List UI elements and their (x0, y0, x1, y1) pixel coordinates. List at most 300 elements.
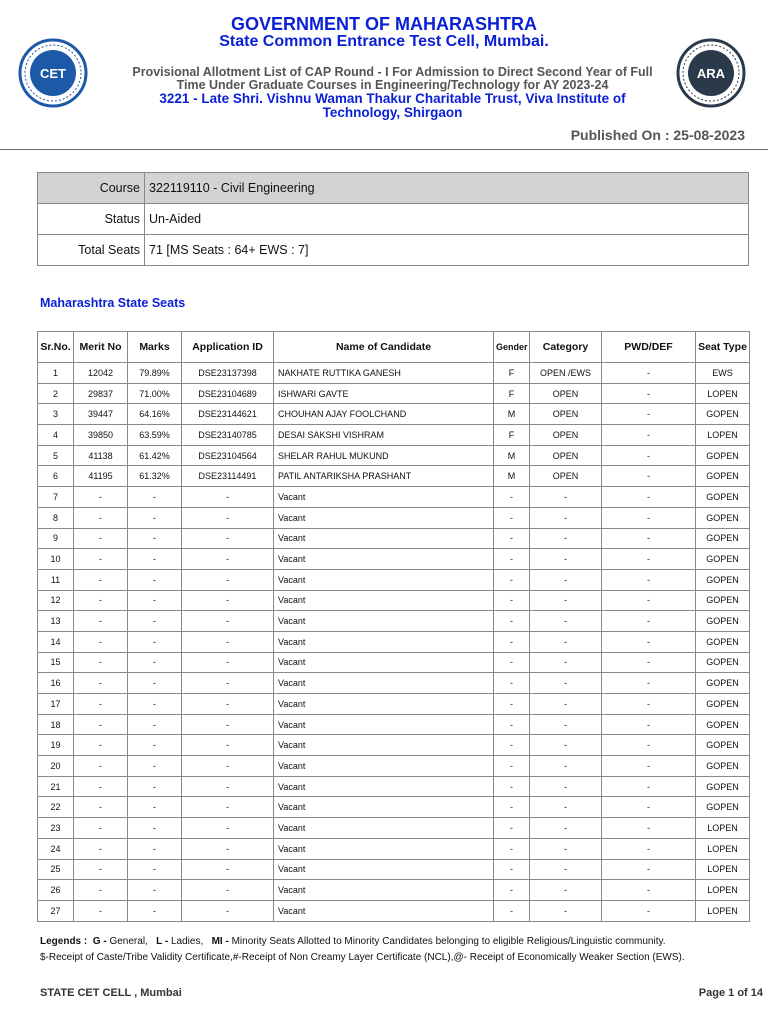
cell-candidate-name: Vacant (274, 838, 494, 859)
cell-candidate-name: Vacant (274, 487, 494, 508)
cell-seat-type: GOPEN (696, 714, 750, 735)
col-header-name: Name of Candidate (274, 332, 494, 363)
cell-gender: - (494, 776, 530, 797)
col-header-srno: Sr.No. (38, 332, 74, 363)
cell-candidate-name: DESAI SAKSHI VISHRAM (274, 425, 494, 446)
cell-candidate-name: Vacant (274, 818, 494, 839)
cell-marks: - (128, 528, 182, 549)
cell-seat-type: GOPEN (696, 528, 750, 549)
table-row (38, 445, 750, 466)
legend-code-g: G - (92, 936, 107, 947)
cell-candidate-name: Vacant (274, 900, 494, 921)
cell-marks: 71.00% (128, 383, 182, 404)
cell-marks: - (128, 838, 182, 859)
cell-candidate-name: Vacant (274, 756, 494, 777)
cell-merit-no: - (74, 528, 128, 549)
cell-sr-no: 21 (38, 776, 74, 797)
cell-pwd-def: - (602, 838, 696, 859)
cell-gender: - (494, 797, 530, 818)
cell-pwd-def: - (602, 611, 696, 632)
cell-application-id: DSE23104689 (182, 383, 274, 404)
cell-gender: M (494, 466, 530, 487)
cell-seat-type: GOPEN (696, 776, 750, 797)
cell-merit-no: - (74, 487, 128, 508)
col-header-merit: Merit No (74, 332, 128, 363)
cell-gender: - (494, 694, 530, 715)
table-body (38, 363, 750, 922)
cell-category: - (530, 859, 602, 880)
cell-pwd-def: - (602, 735, 696, 756)
cell-pwd-def: - (602, 652, 696, 673)
cell-sr-no: 5 (38, 445, 74, 466)
cell-candidate-name: ISHWARI GAVTE (274, 383, 494, 404)
cell-merit-no: 41195 (74, 466, 128, 487)
table-row (38, 425, 750, 446)
table-row (38, 880, 750, 901)
table-row (38, 363, 750, 384)
allotment-table (37, 331, 750, 922)
cell-category: - (530, 590, 602, 611)
cell-application-id: DSE23140785 (182, 425, 274, 446)
cell-application-id: - (182, 507, 274, 528)
cell-merit-no: - (74, 611, 128, 632)
cell-sr-no: 20 (38, 756, 74, 777)
cell-pwd-def: - (602, 425, 696, 446)
cell-pwd-def: - (602, 859, 696, 880)
cell-candidate-name: Vacant (274, 528, 494, 549)
legend (40, 934, 740, 966)
cell-gender: M (494, 445, 530, 466)
cell-candidate-name: SHELAR RAHUL MUKUND (274, 445, 494, 466)
cell-marks: - (128, 797, 182, 818)
col-header-category: Category (530, 332, 602, 363)
cell-pwd-def: - (602, 466, 696, 487)
cell-gender: - (494, 673, 530, 694)
cell-sr-no: 9 (38, 528, 74, 549)
table-row (38, 735, 750, 756)
cell-application-id: - (182, 487, 274, 508)
cell-application-id: - (182, 611, 274, 632)
table-row (38, 528, 750, 549)
table-row (38, 611, 750, 632)
cell-seat-type: GOPEN (696, 549, 750, 570)
cell-merit-no: - (74, 880, 128, 901)
cell-gender: - (494, 590, 530, 611)
cell-seat-type: LOPEN (696, 818, 750, 839)
cell-sr-no: 11 (38, 569, 74, 590)
cell-marks: 79.89% (128, 363, 182, 384)
legend-code-mi: MI - (211, 936, 229, 947)
cell-application-id: - (182, 694, 274, 715)
table-row (38, 590, 750, 611)
cell-merit-no: 39850 (74, 425, 128, 446)
cell-sr-no: 18 (38, 714, 74, 735)
course-value: 322119110 - Civil Engineering (145, 173, 749, 204)
cell-seat-type: GOPEN (696, 797, 750, 818)
table-row (38, 694, 750, 715)
cell-application-id: - (182, 818, 274, 839)
cell-seat-type: GOPEN (696, 404, 750, 425)
cell-application-id: - (182, 714, 274, 735)
cell-merit-no: - (74, 714, 128, 735)
cell-gender: - (494, 652, 530, 673)
cell-gender: - (494, 838, 530, 859)
cell-category: - (530, 797, 602, 818)
cell-seat-type: GOPEN (696, 611, 750, 632)
cell-pwd-def: - (602, 776, 696, 797)
cell-category: - (530, 735, 602, 756)
cell-category: OPEN (530, 383, 602, 404)
cell-gender: F (494, 383, 530, 404)
cell-marks: - (128, 549, 182, 570)
cell-marks: 61.32% (128, 466, 182, 487)
cell-sr-no: 22 (38, 797, 74, 818)
cell-category: - (530, 673, 602, 694)
cell-merit-no: - (74, 838, 128, 859)
cell-sr-no: 2 (38, 383, 74, 404)
cell-application-id: - (182, 838, 274, 859)
cell-category: - (530, 528, 602, 549)
cell-gender: - (494, 880, 530, 901)
institute-name: 3221 - Late Shri. Vishnu Waman Thakur Charitable Trust, Viva Institute of Technology, Shirgaon (159, 91, 626, 120)
cell-sr-no: 16 (38, 673, 74, 694)
cell-marks: - (128, 694, 182, 715)
cell-gender: - (494, 631, 530, 652)
cell-merit-no: 39447 (74, 404, 128, 425)
cell-pwd-def: - (602, 694, 696, 715)
cell-gender: - (494, 569, 530, 590)
legend-line-2: $-Receipt of Caste/Tribe Validity Certificate,#-Receipt of Non Creamy Layer Certificate (NCL),@- Receipt of Economically Weaker Section (EWS). (40, 952, 685, 963)
cell-category: - (530, 694, 602, 715)
cell-application-id: - (182, 528, 274, 549)
table-row (38, 507, 750, 528)
cell-marks: - (128, 880, 182, 901)
cell-candidate-name: Vacant (274, 569, 494, 590)
cell-marks: - (128, 569, 182, 590)
status-label: Status (38, 204, 145, 235)
cell-sr-no: 8 (38, 507, 74, 528)
course-label: Course (38, 173, 145, 204)
cell-category: - (530, 818, 602, 839)
cell-seat-type: LOPEN (696, 425, 750, 446)
cell-merit-no: - (74, 652, 128, 673)
cell-seat-type: GOPEN (696, 756, 750, 777)
cell-marks: - (128, 652, 182, 673)
table-row (38, 631, 750, 652)
cell-sr-no: 25 (38, 859, 74, 880)
cell-application-id: - (182, 631, 274, 652)
cell-marks: - (128, 714, 182, 735)
cell-sr-no: 13 (38, 611, 74, 632)
cell-merit-no: - (74, 756, 128, 777)
course-info-table (37, 172, 749, 266)
cell-seat-type: GOPEN (696, 466, 750, 487)
cell-merit-no: - (74, 569, 128, 590)
legend-text-mi: Minority Seats Allotted to Minority Candidates belonging to eligible Religious/Linguistic community. (231, 936, 666, 947)
cell-sr-no: 1 (38, 363, 74, 384)
cell-candidate-name: Vacant (274, 797, 494, 818)
cell-pwd-def: - (602, 818, 696, 839)
col-header-seat-type: Seat Type (696, 332, 750, 363)
cell-candidate-name: PATIL ANTARIKSHA PRASHANT (274, 466, 494, 487)
cell-seat-type: LOPEN (696, 383, 750, 404)
cell-sr-no: 15 (38, 652, 74, 673)
cell-marks: - (128, 776, 182, 797)
cell-application-id: - (182, 797, 274, 818)
table-header-row (38, 332, 750, 363)
cell-candidate-name: Vacant (274, 590, 494, 611)
allotment-list-title: Provisional Allotment List of CAP Round - I For Admission to Direct Second Year of Full Time Under Graduate Courses in Engineering/Technology for AY 2023-24 (132, 65, 653, 92)
cell-gender: - (494, 859, 530, 880)
cell-gender: - (494, 756, 530, 777)
cell-marks: - (128, 900, 182, 921)
cell-merit-no: - (74, 673, 128, 694)
cell-seat-type: GOPEN (696, 673, 750, 694)
cell-application-id: - (182, 735, 274, 756)
cell-sr-no: 4 (38, 425, 74, 446)
cell-pwd-def: - (602, 363, 696, 384)
cell-category: - (530, 611, 602, 632)
cell-merit-no: - (74, 797, 128, 818)
table-row (38, 859, 750, 880)
cet-logo-text: CET (40, 66, 66, 81)
cell-candidate-name: Vacant (274, 507, 494, 528)
cell-candidate-name: Vacant (274, 652, 494, 673)
cell-pwd-def: - (602, 549, 696, 570)
table-row (38, 383, 750, 404)
cell-category: - (530, 756, 602, 777)
cell-seat-type: LOPEN (696, 838, 750, 859)
cell-sr-no: 26 (38, 880, 74, 901)
cell-gender: M (494, 404, 530, 425)
table-row (38, 466, 750, 487)
cell-pwd-def: - (602, 714, 696, 735)
cell-pwd-def: - (602, 673, 696, 694)
cell-merit-no: 41138 (74, 445, 128, 466)
cell-marks: - (128, 611, 182, 632)
cell-candidate-name: Vacant (274, 673, 494, 694)
cell-seat-type: GOPEN (696, 590, 750, 611)
cell-gender: F (494, 425, 530, 446)
cell-seat-type: GOPEN (696, 735, 750, 756)
total-seats-row (38, 235, 749, 266)
ara-logo-text: ARA (696, 66, 726, 81)
cell-category: - (530, 880, 602, 901)
legend-code-l: L - (156, 936, 169, 947)
cell-pwd-def: - (602, 487, 696, 508)
header-divider (0, 149, 768, 150)
cell-marks: - (128, 673, 182, 694)
cell-application-id: - (182, 590, 274, 611)
cell-pwd-def: - (602, 756, 696, 777)
cell-seat-type: GOPEN (696, 631, 750, 652)
cell-category: OPEN (530, 404, 602, 425)
cell-application-id: DSE23137398 (182, 363, 274, 384)
cell-category: - (530, 900, 602, 921)
cell-category: - (530, 776, 602, 797)
cell-sr-no: 3 (38, 404, 74, 425)
legend-text-l: Ladies, (171, 936, 204, 947)
cell-marks: - (128, 735, 182, 756)
cell-merit-no: 29837 (74, 383, 128, 404)
cell-seat-type: GOPEN (696, 487, 750, 508)
cell-sr-no: 7 (38, 487, 74, 508)
cell-marks: - (128, 859, 182, 880)
cell-marks: - (128, 487, 182, 508)
cell-pwd-def: - (602, 528, 696, 549)
cell-sr-no: 24 (38, 838, 74, 859)
cell-seat-type: LOPEN (696, 880, 750, 901)
cell-marks: - (128, 507, 182, 528)
cell-gender: - (494, 818, 530, 839)
cell-pwd-def: - (602, 631, 696, 652)
cell-gender: - (494, 507, 530, 528)
cell-candidate-name: Vacant (274, 611, 494, 632)
cell-pwd-def: - (602, 445, 696, 466)
cell-pwd-def: - (602, 880, 696, 901)
cell-candidate-name: Vacant (274, 735, 494, 756)
cell-candidate-name: Vacant (274, 880, 494, 901)
published-date: Published On : 25-08-2023 (570, 127, 745, 143)
table-row (38, 673, 750, 694)
total-seats-label: Total Seats (38, 235, 145, 266)
table-row (38, 549, 750, 570)
table-row (38, 756, 750, 777)
cell-seat-type: GOPEN (696, 652, 750, 673)
cell-application-id: - (182, 549, 274, 570)
cell-category: - (530, 569, 602, 590)
cell-marks: 63.59% (128, 425, 182, 446)
cell-category: - (530, 838, 602, 859)
cell-sr-no: 19 (38, 735, 74, 756)
cell-application-id: - (182, 859, 274, 880)
course-row (38, 173, 749, 204)
cell-category: - (530, 549, 602, 570)
page-number: Page 1 of 14 (698, 987, 763, 999)
cell-category: - (530, 631, 602, 652)
cell-seat-type: GOPEN (696, 445, 750, 466)
legend-label: Legends : (40, 936, 88, 947)
cell-candidate-name: Vacant (274, 549, 494, 570)
cell-merit-no: - (74, 776, 128, 797)
cell-seat-type: GOPEN (696, 507, 750, 528)
cell-application-id: - (182, 880, 274, 901)
cell-gender: - (494, 714, 530, 735)
cell-sr-no: 6 (38, 466, 74, 487)
cell-merit-no: - (74, 859, 128, 880)
cell-merit-no: - (74, 507, 128, 528)
cell-sr-no: 23 (38, 818, 74, 839)
ara-logo-icon (676, 38, 746, 108)
cell-merit-no: - (74, 631, 128, 652)
cell-merit-no: - (74, 900, 128, 921)
cell-sr-no: 10 (38, 549, 74, 570)
cell-sr-no: 17 (38, 694, 74, 715)
cell-marks: - (128, 631, 182, 652)
section-title: Maharashtra State Seats (40, 296, 186, 310)
cell-pwd-def: - (602, 383, 696, 404)
table-row (38, 900, 750, 921)
cell-sr-no: 14 (38, 631, 74, 652)
cell-category: OPEN (530, 466, 602, 487)
cell-seat-type: LOPEN (696, 900, 750, 921)
cell-category: - (530, 714, 602, 735)
cell-candidate-name: Vacant (274, 859, 494, 880)
cell-candidate-name: Vacant (274, 631, 494, 652)
cell-seat-type: LOPEN (696, 859, 750, 880)
table-row (38, 652, 750, 673)
cell-merit-no: - (74, 735, 128, 756)
cell-category: OPEN /EWS (530, 363, 602, 384)
cell-application-id: DSE23104564 (182, 445, 274, 466)
government-title: GOVERNMENT OF MAHARASHTRA (231, 14, 537, 34)
col-header-application-id: Application ID (182, 332, 274, 363)
legend-text-g: General, (109, 936, 148, 947)
cell-category: OPEN (530, 425, 602, 446)
cell-candidate-name: Vacant (274, 694, 494, 715)
cell-merit-no: - (74, 818, 128, 839)
table-row (38, 776, 750, 797)
cell-gender: - (494, 735, 530, 756)
cell-gender: - (494, 900, 530, 921)
table-row (38, 714, 750, 735)
cell-application-id: - (182, 776, 274, 797)
table-row (38, 797, 750, 818)
cell-application-id: DSE23114491 (182, 466, 274, 487)
cell-marks: 61.42% (128, 445, 182, 466)
cet-cell-title: State Common Entrance Test Cell, Mumbai. (219, 33, 549, 50)
cell-seat-type: GOPEN (696, 569, 750, 590)
cell-category: - (530, 487, 602, 508)
status-value: Un-Aided (145, 204, 749, 235)
cell-marks: 64.16% (128, 404, 182, 425)
table-row (38, 838, 750, 859)
cell-marks: - (128, 756, 182, 777)
status-row (38, 204, 749, 235)
cell-gender: F (494, 363, 530, 384)
cell-gender: - (494, 487, 530, 508)
table-row (38, 487, 750, 508)
cell-pwd-def: - (602, 590, 696, 611)
cell-candidate-name: Vacant (274, 776, 494, 797)
cell-marks: - (128, 818, 182, 839)
legend-line-1 (40, 934, 740, 950)
cell-application-id: - (182, 652, 274, 673)
cell-merit-no: - (74, 590, 128, 611)
table-row (38, 818, 750, 839)
page-header (0, 0, 768, 150)
cell-seat-type: GOPEN (696, 694, 750, 715)
cell-gender: - (494, 549, 530, 570)
cell-candidate-name: NAKHATE RUTTIKA GANESH (274, 363, 494, 384)
cell-pwd-def: - (602, 507, 696, 528)
cell-marks: - (128, 590, 182, 611)
cell-pwd-def: - (602, 404, 696, 425)
cell-gender: - (494, 611, 530, 632)
cell-merit-no: - (74, 694, 128, 715)
cell-category: OPEN (530, 445, 602, 466)
cell-category: - (530, 652, 602, 673)
total-seats-value: 71 [MS Seats : 64+ EWS : 7] (145, 235, 749, 266)
col-header-pwd: PWD/DEF (602, 332, 696, 363)
cell-candidate-name: Vacant (274, 714, 494, 735)
table-row (38, 404, 750, 425)
cell-application-id: DSE23144621 (182, 404, 274, 425)
cell-pwd-def: - (602, 900, 696, 921)
cell-sr-no: 27 (38, 900, 74, 921)
table-row (38, 569, 750, 590)
cell-category: - (530, 507, 602, 528)
